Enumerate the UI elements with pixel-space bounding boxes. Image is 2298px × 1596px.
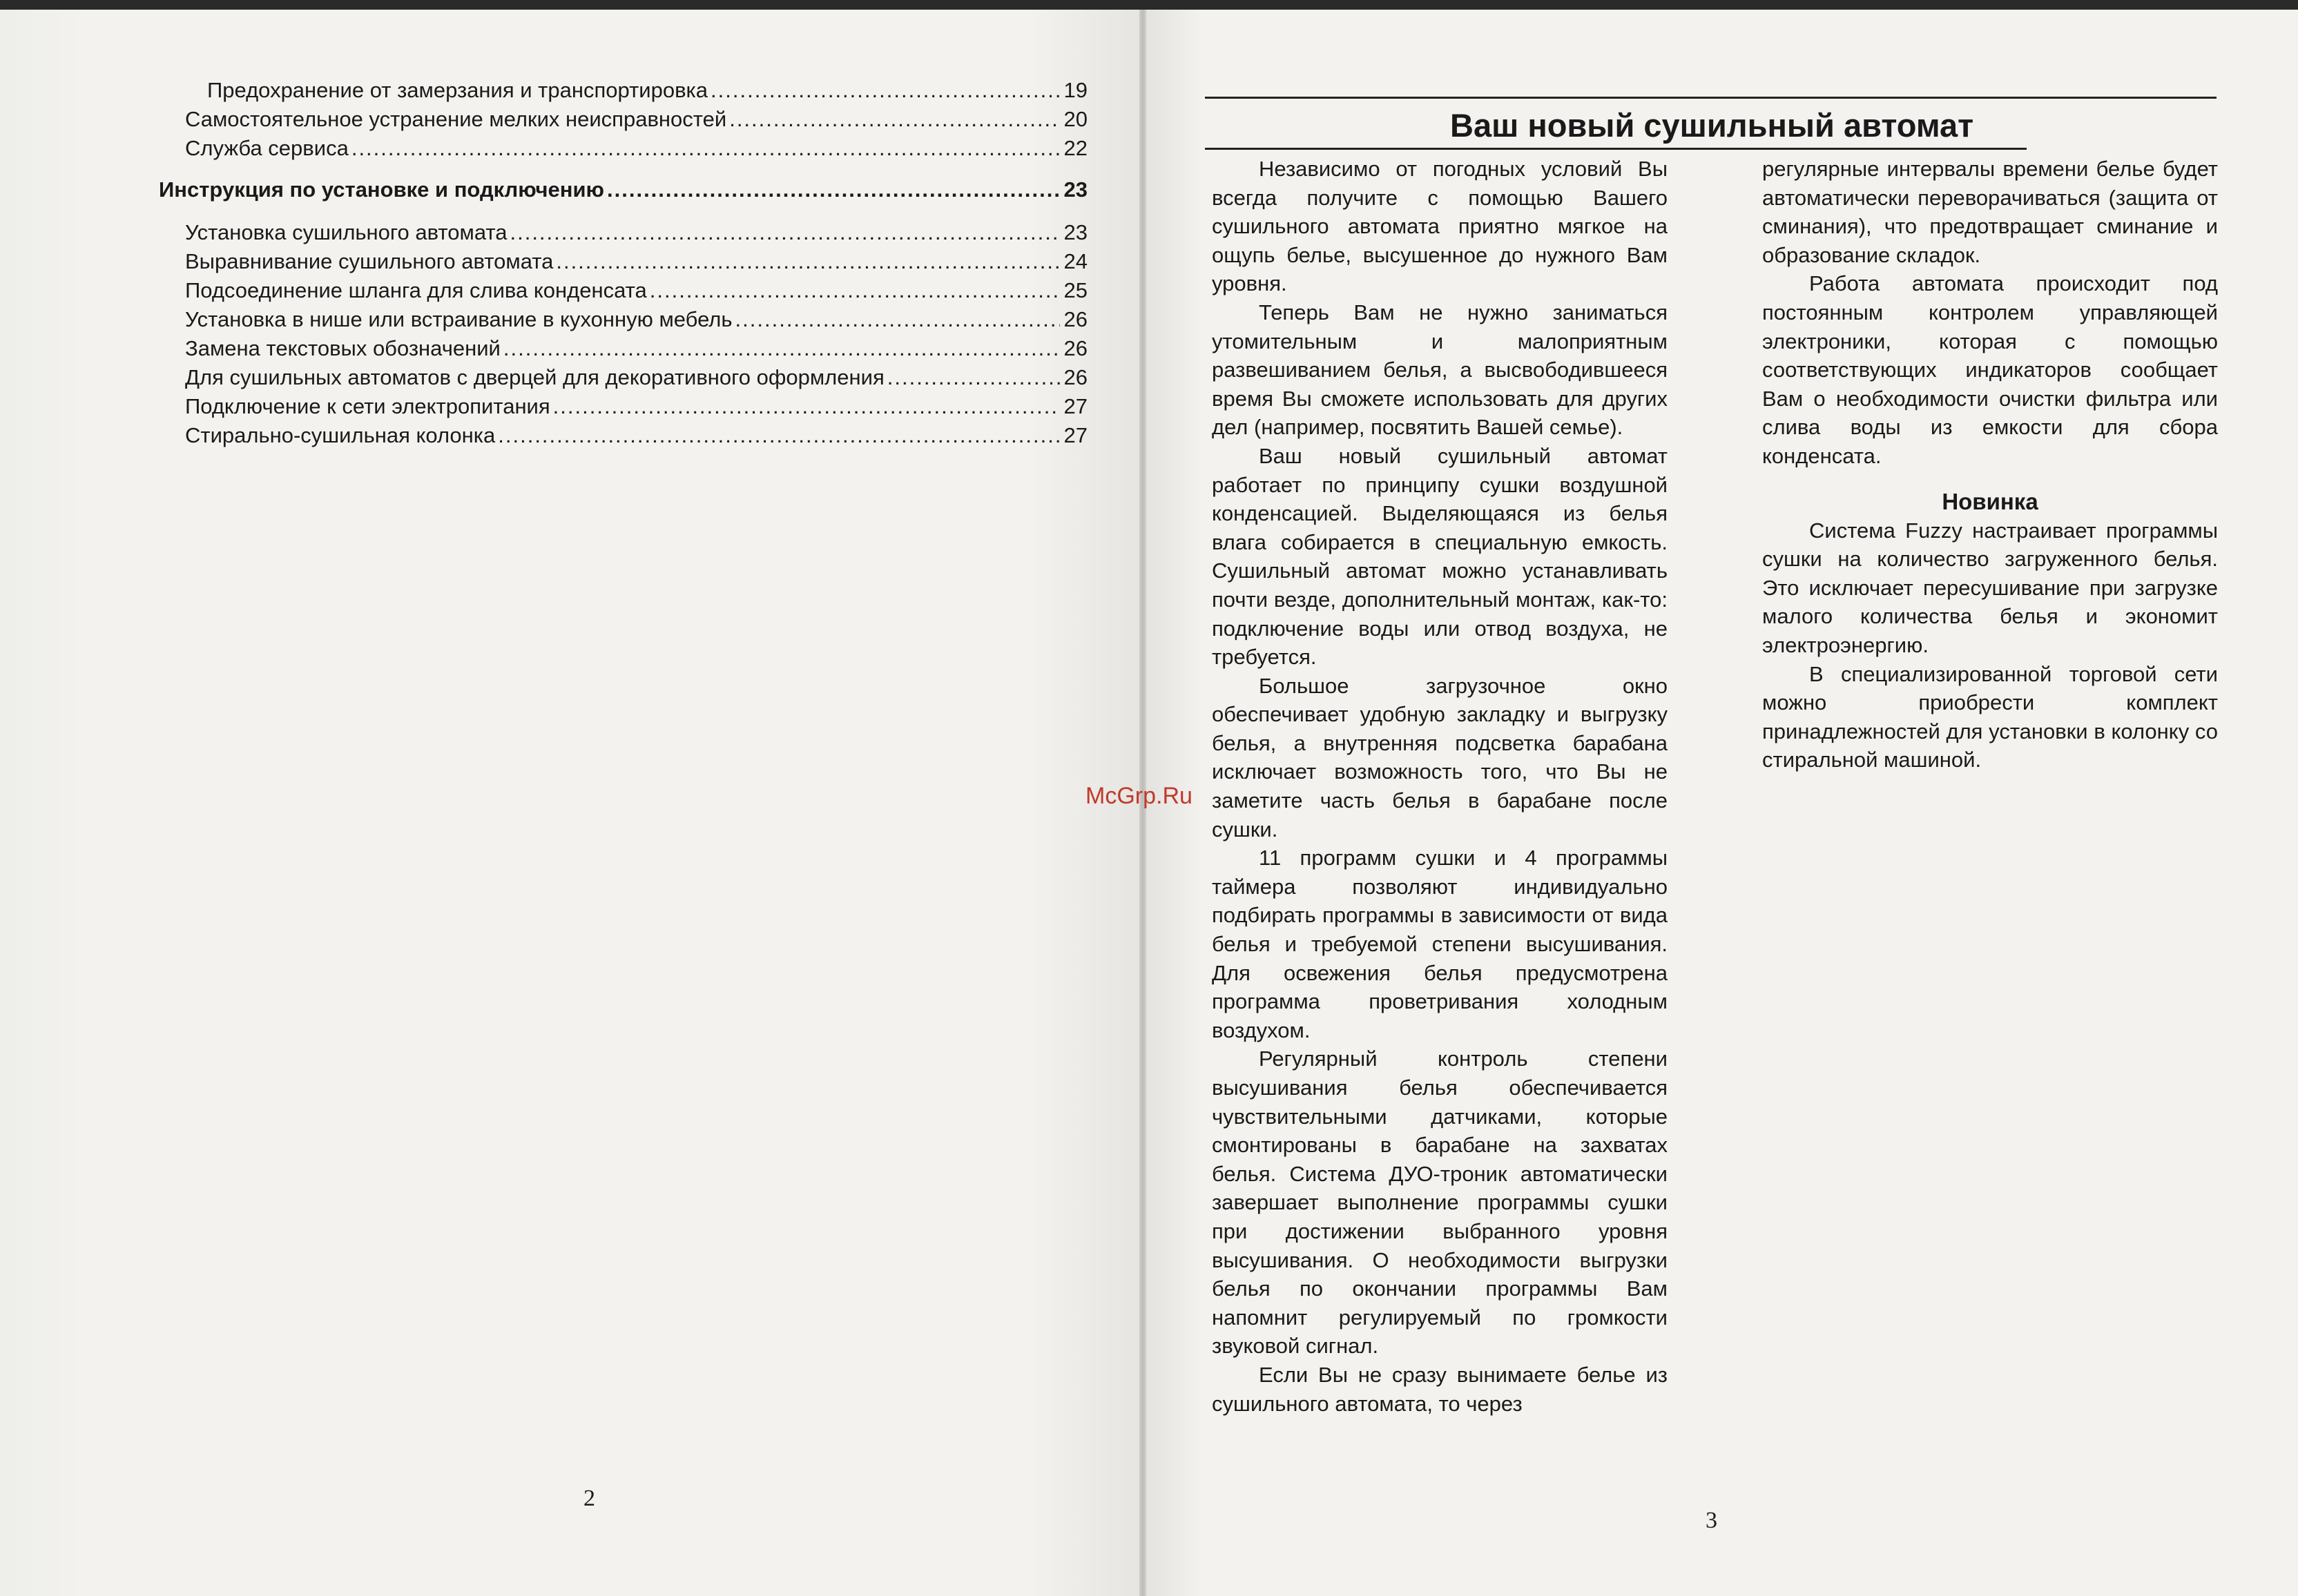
- toc-entry-page: 22: [1063, 136, 1088, 160]
- paragraph: Система Fuzzy настраивает программы сушки на количество загруженного белья. Это исключает пересушивание при загрузке малого количества белья и экономит электроэнергию.: [1762, 518, 2218, 657]
- paragraph: Независимо от погодных условий Вы всегда получите с помощью Вашего сушильного автомата приятно мягкое на ощупь белье, высушенное до нужного Вам уровня.: [1212, 157, 1668, 296]
- toc-entry-title: Служба сервиса: [185, 136, 349, 160]
- toc-entry-title: Подсоединение шланга для слива конденсата: [185, 278, 647, 302]
- left-page: [0, 10, 1139, 1596]
- toc-entry-title: Замена текстовых обозначений: [185, 336, 501, 360]
- toc-entry-page: 27: [1063, 423, 1088, 447]
- toc-entry-page: 26: [1063, 365, 1088, 389]
- toc-entry-title: Предохранение от замерзания и транспортировка: [207, 78, 708, 102]
- subheading-novelty: Новинка: [1942, 488, 2038, 514]
- toc-leader-dots: [729, 105, 1059, 134]
- toc-entry-title: Установка сушильного автомата: [185, 220, 508, 244]
- toc-entry-page: 24: [1063, 249, 1088, 273]
- toc-leader-dots: [510, 218, 1059, 247]
- toc-leader-dots: [887, 363, 1060, 392]
- toc-entry: [159, 305, 1088, 334]
- toc-entry: [159, 76, 1088, 105]
- toc-entry-title: Стирально-сушильная колонка: [185, 423, 496, 447]
- paragraph: Большое загрузочное окно обеспечивает удобную закладку и выгрузку белья, а внутренняя подсветка барабана исключает возможность того, что Вы не заметите часть белья в барабане после сушки.: [1212, 673, 1668, 841]
- text-column-left: [1212, 155, 1668, 1418]
- toc-entry: [159, 276, 1088, 305]
- toc-entry-page: 23: [1063, 220, 1088, 244]
- toc-entry: [159, 105, 1088, 134]
- toc-entry-title: Для сушильных автоматов с дверцей для декоративного оформления: [185, 365, 885, 389]
- paragraph: регулярные интервалы времени белье будет автоматически переворачиваться (защита от сминания), что предотвращает сминание и образование складок.: [1762, 157, 2218, 267]
- right-page: [1146, 10, 2298, 1596]
- toc-entry: [159, 392, 1088, 421]
- toc-entry-title: Подключение к сети электропитания: [185, 394, 550, 418]
- toc-leader-dots: [553, 392, 1060, 421]
- page-number-left: 2: [583, 1486, 595, 1511]
- text-column-right: [1762, 155, 2218, 775]
- toc-entry-page: 19: [1063, 78, 1088, 102]
- scan-top-edge: [0, 0, 2298, 10]
- heading-rule-bottom: [1205, 148, 2027, 150]
- paragraph: 11 программ сушки и 4 программы таймера позволяют индивидуально подбирать программы в зависимости от вида белья и требуемой степени высушивания. Для освежения белья предусмотрена программа проветривания холодным воздухом.: [1212, 846, 1668, 1042]
- toc-entry-title: Инструкция по установке и подключению: [159, 177, 604, 202]
- paragraph: Теперь Вам не нужно заниматься утомительным и малоприятным развешиванием белья, а высвободившееся время Вы сможете использовать для других дел (например, посвятить Вашей семье).: [1212, 300, 1668, 440]
- watermark: McGrp.Ru: [1085, 783, 1193, 809]
- toc-entry-page: 27: [1063, 394, 1088, 418]
- section-heading: Ваш новый сушильный автомат: [1450, 107, 1974, 144]
- toc-leader-dots: [711, 76, 1059, 105]
- toc-leader-dots: [351, 134, 1060, 163]
- paragraph: Работа автомата происходит под постоянным контролем управляющей электроники, которая с помощью соответствующих индикаторов сообщает Вам о необходимости очистки фильтра или слива воды из емкости для сбора конденсата.: [1762, 271, 2218, 468]
- toc-entry-title: Выравнивание сушильного автомата: [185, 249, 554, 273]
- toc-entry: [159, 421, 1088, 450]
- toc-entry-page: 25: [1063, 278, 1088, 302]
- toc-entry: [159, 218, 1088, 247]
- paragraph: Ваш новый сушильный автомат работает по принципу сушки воздушной конденсацией. Выделяющаяся из белья влага собирается в специальную емкость. Сушильный автомат можно устанавливать почти везде, дополнительный монтаж, как-то: подключение воды или отвод воздуха, не требуется.: [1212, 443, 1668, 670]
- toc-leader-dots: [556, 247, 1059, 276]
- toc-entry-title: Самостоятельное устранение мелких неисправностей: [185, 107, 727, 131]
- paragraph: Регулярный контроль степени высушивания белья обеспечивается чувствительными датчиками, которые смонтированы в барабане на захватах белья. Система ДУО-троник автоматически завершает выполнение программы сушки при достижении выбранного уровня высушивания. О необходимости выгрузки белья по окончании программы Вам напомнит регулируемый по громкости звуковой сигнал.: [1212, 1047, 1668, 1359]
- toc-entry-page: 26: [1063, 307, 1088, 331]
- toc-leader-dots: [498, 421, 1059, 450]
- toc-entry: [159, 175, 1088, 204]
- paragraph: Если Вы не сразу вынимаете белье из сушильного автомата, то через: [1212, 1362, 1668, 1416]
- toc-leader-dots: [650, 276, 1060, 305]
- toc-entry: [159, 134, 1088, 163]
- toc-entry-page: 23: [1063, 177, 1088, 202]
- toc-entry-page: 26: [1063, 336, 1088, 360]
- page-number-right: 3: [1706, 1508, 1717, 1533]
- paragraph: В специализированной торговой сети можно приобрести комплект принадлежностей для установки в колонку со стиральной машиной.: [1762, 661, 2218, 772]
- table-of-contents: [159, 76, 1088, 450]
- toc-leader-dots: [503, 334, 1060, 363]
- toc-entry-page: 20: [1063, 107, 1088, 131]
- toc-leader-dots: [607, 175, 1060, 204]
- heading-rule-top: [1205, 97, 2217, 99]
- toc-entry: [159, 247, 1088, 276]
- toc-entry: [159, 363, 1088, 392]
- toc-leader-dots: [735, 305, 1060, 334]
- toc-entry: [159, 334, 1088, 363]
- toc-entry-title: Установка в нише или встраивание в кухонную мебель: [185, 307, 733, 331]
